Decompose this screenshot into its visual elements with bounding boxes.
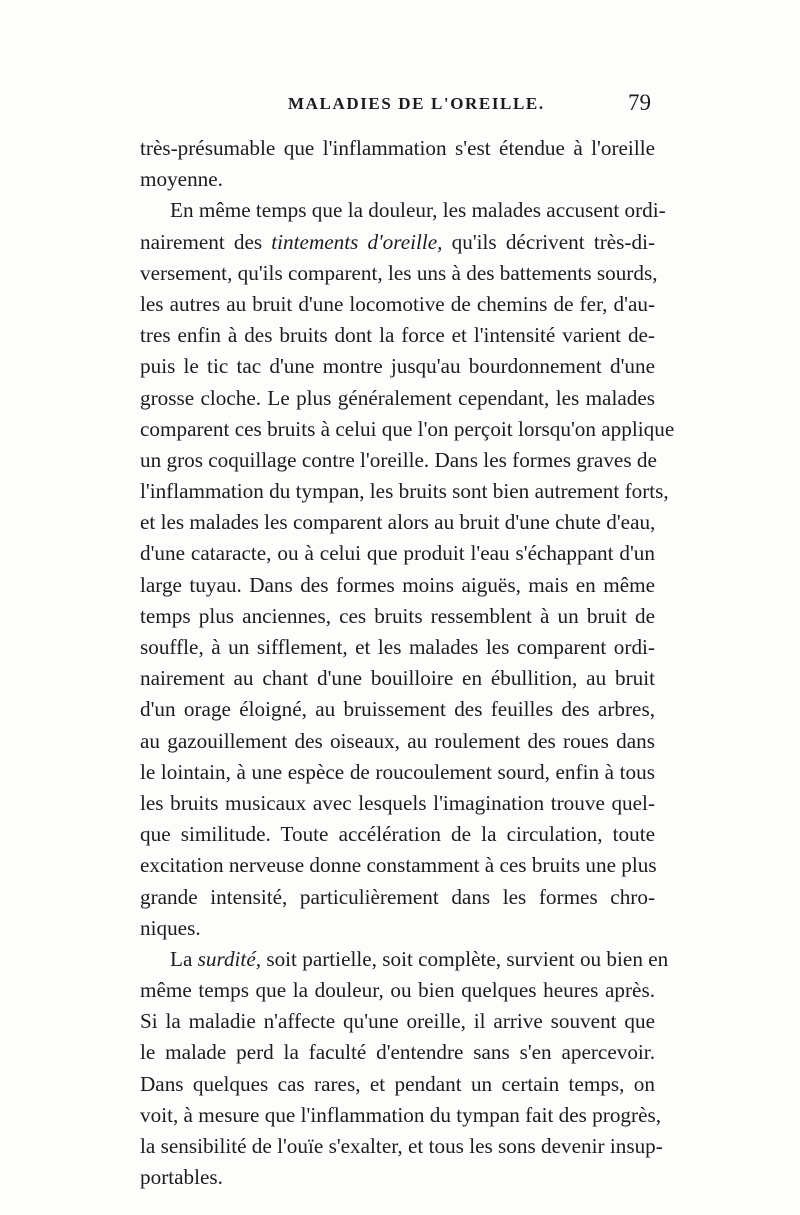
text-line: l'inflammation du tympan, les bruits sont bien autrement forts, xyxy=(140,479,669,504)
page-header xyxy=(140,90,655,120)
text-line: portables. xyxy=(140,1165,223,1190)
text-line: large tuyau. Dans des formes moins aiguës, mais en même xyxy=(140,572,655,597)
text-line: Dans quelques cas rares, et pendant un certain temps, on xyxy=(140,1071,655,1096)
text-line: moyenne. xyxy=(140,167,223,192)
text-line: très-présumable que l'inflammation s'est étendue à l'oreille xyxy=(140,136,655,160)
running-title: MALADIES DE L'OREILLE. xyxy=(288,94,545,113)
text-line: tres enfin à des bruits dont la force et l'intensité varient de- xyxy=(140,323,655,348)
text-line: temps plus anciennes, ces bruits ressemblent à un bruit de xyxy=(140,603,655,628)
text-line: comparent ces bruits à celui que l'on perçoit lorsqu'on applique xyxy=(140,416,675,441)
text-line: excitation nerveuse donne constamment à ces bruits une plus xyxy=(140,853,657,878)
text-line: nairement au chant d'une bouilloire en ébullition, au bruit xyxy=(140,666,655,691)
text-line: puis le tic tac d'une montre jusqu'au bourdonnement d'une xyxy=(140,354,655,379)
text-line: grosse cloche. Le plus généralement cependant, les malades xyxy=(140,385,655,410)
text-run: nairement des xyxy=(140,229,272,254)
text-run: La xyxy=(170,946,198,971)
text-line: Si la maladie n'affecte qu'une oreille, il arrive souvent que xyxy=(140,1009,655,1034)
page-number: 79 xyxy=(628,90,651,115)
italic-term: surdité, xyxy=(197,946,262,971)
text-line: versement, qu'ils comparent, les uns à des battements sourds, xyxy=(140,260,658,285)
text-line: les bruits musicaux avec lesquels l'imagination trouve quel- xyxy=(140,790,655,815)
text-line: et les malades les comparent alors au bruit d'une chute d'eau, xyxy=(140,510,656,535)
text-line: que similitude. Toute accélération de la circulation, toute xyxy=(140,822,655,847)
text-line: d'un orage éloigné, au bruissement des feuilles des arbres, xyxy=(140,697,655,722)
text-line: le lointain, à une espèce de roucoulement sourd, enfin à tous xyxy=(140,759,655,784)
text-line: même temps que la douleur, ou bien quelques heures après. xyxy=(140,978,655,1003)
text-line: les autres au bruit d'une locomotive de chemins de fer, d'au- xyxy=(140,291,655,316)
text-line: niques. xyxy=(140,915,201,940)
text-line xyxy=(140,944,669,975)
text-line: un gros coquillage contre l'oreille. Dans les formes graves de xyxy=(140,447,657,472)
text-run: soit partielle, soit complète, survient ou bien en xyxy=(261,946,669,971)
text-run: qu'ils décrivent très-di- xyxy=(442,229,656,254)
text-line: la sensibilité de l'ouïe s'exalter, et tous les sons devenir insup- xyxy=(140,1134,663,1158)
text-line: d'une cataracte, ou à celui que produit l'eau s'échappant d'un xyxy=(140,541,655,566)
body-text xyxy=(140,133,675,1193)
text-line: En même temps que la douleur, les malades accusent ordi- xyxy=(170,198,666,223)
text-line: voit, à mesure que l'inflammation du tympan fait des progrès, xyxy=(140,1102,662,1127)
text-line: au gazouillement des oiseaux, au roulement des roues dans xyxy=(140,728,655,753)
text-line: grande intensité, particulièrement dans les formes chro- xyxy=(140,884,655,909)
text-line: souffle, à un sifflement, et les malades les comparent ordi- xyxy=(140,635,655,659)
text-line xyxy=(140,227,655,258)
italic-term: tintements d'oreille, xyxy=(271,229,443,254)
text-line: le malade perd la faculté d'entendre sans s'en apercevoir. xyxy=(140,1040,655,1065)
